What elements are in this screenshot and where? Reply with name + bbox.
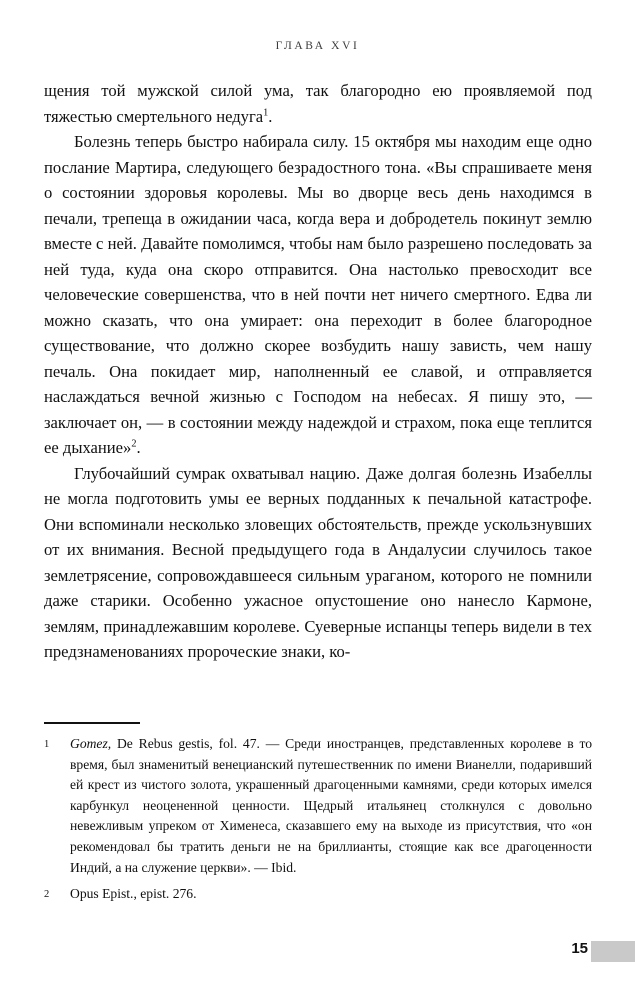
paragraph-tail: .	[268, 106, 273, 126]
footnote-body: Opus Epist., epist. 276.	[70, 886, 197, 902]
body-text	[44, 78, 592, 665]
page-body	[44, 78, 592, 665]
footnotes	[44, 734, 592, 912]
footnote-item	[44, 884, 592, 906]
footnote-body: De Rebus gestis, fol. 47. — Среди иностранцев, представленных королеве в то время, был знаменитый венецианский путешественник по имени Вианелли, подаривший ей крест из чистого золота, украшенный драгоценными камнями, среди которых имелся карбункул неоцененной ценности. Щедрый итальянец столкнулся с довольно невежливым упреком от Хименеса, сказавшего ему на выходе из присутствия, что «он рекомендовал бы тратить деньги не на бриллианты, стоящие как все драгоценности Индий, а на служение церкви». — Ibid.	[70, 736, 592, 875]
paragraph-text: Глубочайший сумрак охватывал нацию. Даже долгая болезнь Изабеллы не могла подготовить умы ее верных подданных к печальной катастрофе. Они вспоминали несколько зловещих обстоятельств, прежде ускользнувших от их внимания. Весной предыдущего года в Андалусии случилось такое землетрясение, сопровождавшееся сильным ураганом, которого не помнили даже старики. Особенно ужасное опустошение оно нанесло Кармоне, землям, принадлежавшим королеве. Суеверные испанцы теперь видели в тех предзнаменованиях пророческие знаки, ко-	[44, 463, 592, 661]
page-number: 15	[571, 940, 588, 957]
footnote-text	[70, 734, 592, 878]
footnote-source-title: Gomez,	[70, 736, 112, 751]
paragraph	[44, 78, 592, 129]
footnote-divider	[44, 722, 140, 724]
paragraph-text: Болезнь теперь быстро набирала силу. 15 октября мы находим еще одно послание Мартира, следующего безрадостного тона. «Вы спрашиваете меня о состоянии здоровья королевы. Мы во дворце весь день находимся в печали, трепеща в ожидании часа, когда вера и добродетель покинут землю вместе с ней. Давайте помолимся, чтобы нам было разрешено последовать за ней туда, куда она скоро отправится. Она настолько превосходит все человеческие совершенства, что в ней почти нет ничего смертного. Едва ли можно сказать, что она умирает: она переходит в более благородное существование, что должно скорее возбудить нашу зависть, чем нашу печаль. Она покидает мир, наполненный ее славой, и отправляется наслаждаться вечной жизнью с Господом на небесах. Я пишу это, — заключает он, — в состоянии между надеждой и страхом, пока еще теплится ее дыхание»	[44, 132, 592, 457]
footnote-ref[interactable]: 1	[263, 106, 269, 118]
footnote-ref[interactable]: 2	[131, 438, 137, 450]
running-head: ГЛАВА XVI	[275, 40, 360, 52]
footnote-text	[70, 884, 592, 905]
footnote-number: 2	[44, 889, 50, 901]
paragraph-tail: .	[136, 438, 141, 457]
paragraph-text: щения той мужской силой ума, так благородно ею проявляемой под тяжестью смертельного недуга	[44, 81, 592, 126]
footnote-number: 1	[44, 739, 50, 750]
footnote-item	[44, 734, 592, 878]
paragraph	[44, 461, 592, 665]
page-corner-marker	[591, 941, 635, 962]
paragraph	[44, 129, 592, 461]
